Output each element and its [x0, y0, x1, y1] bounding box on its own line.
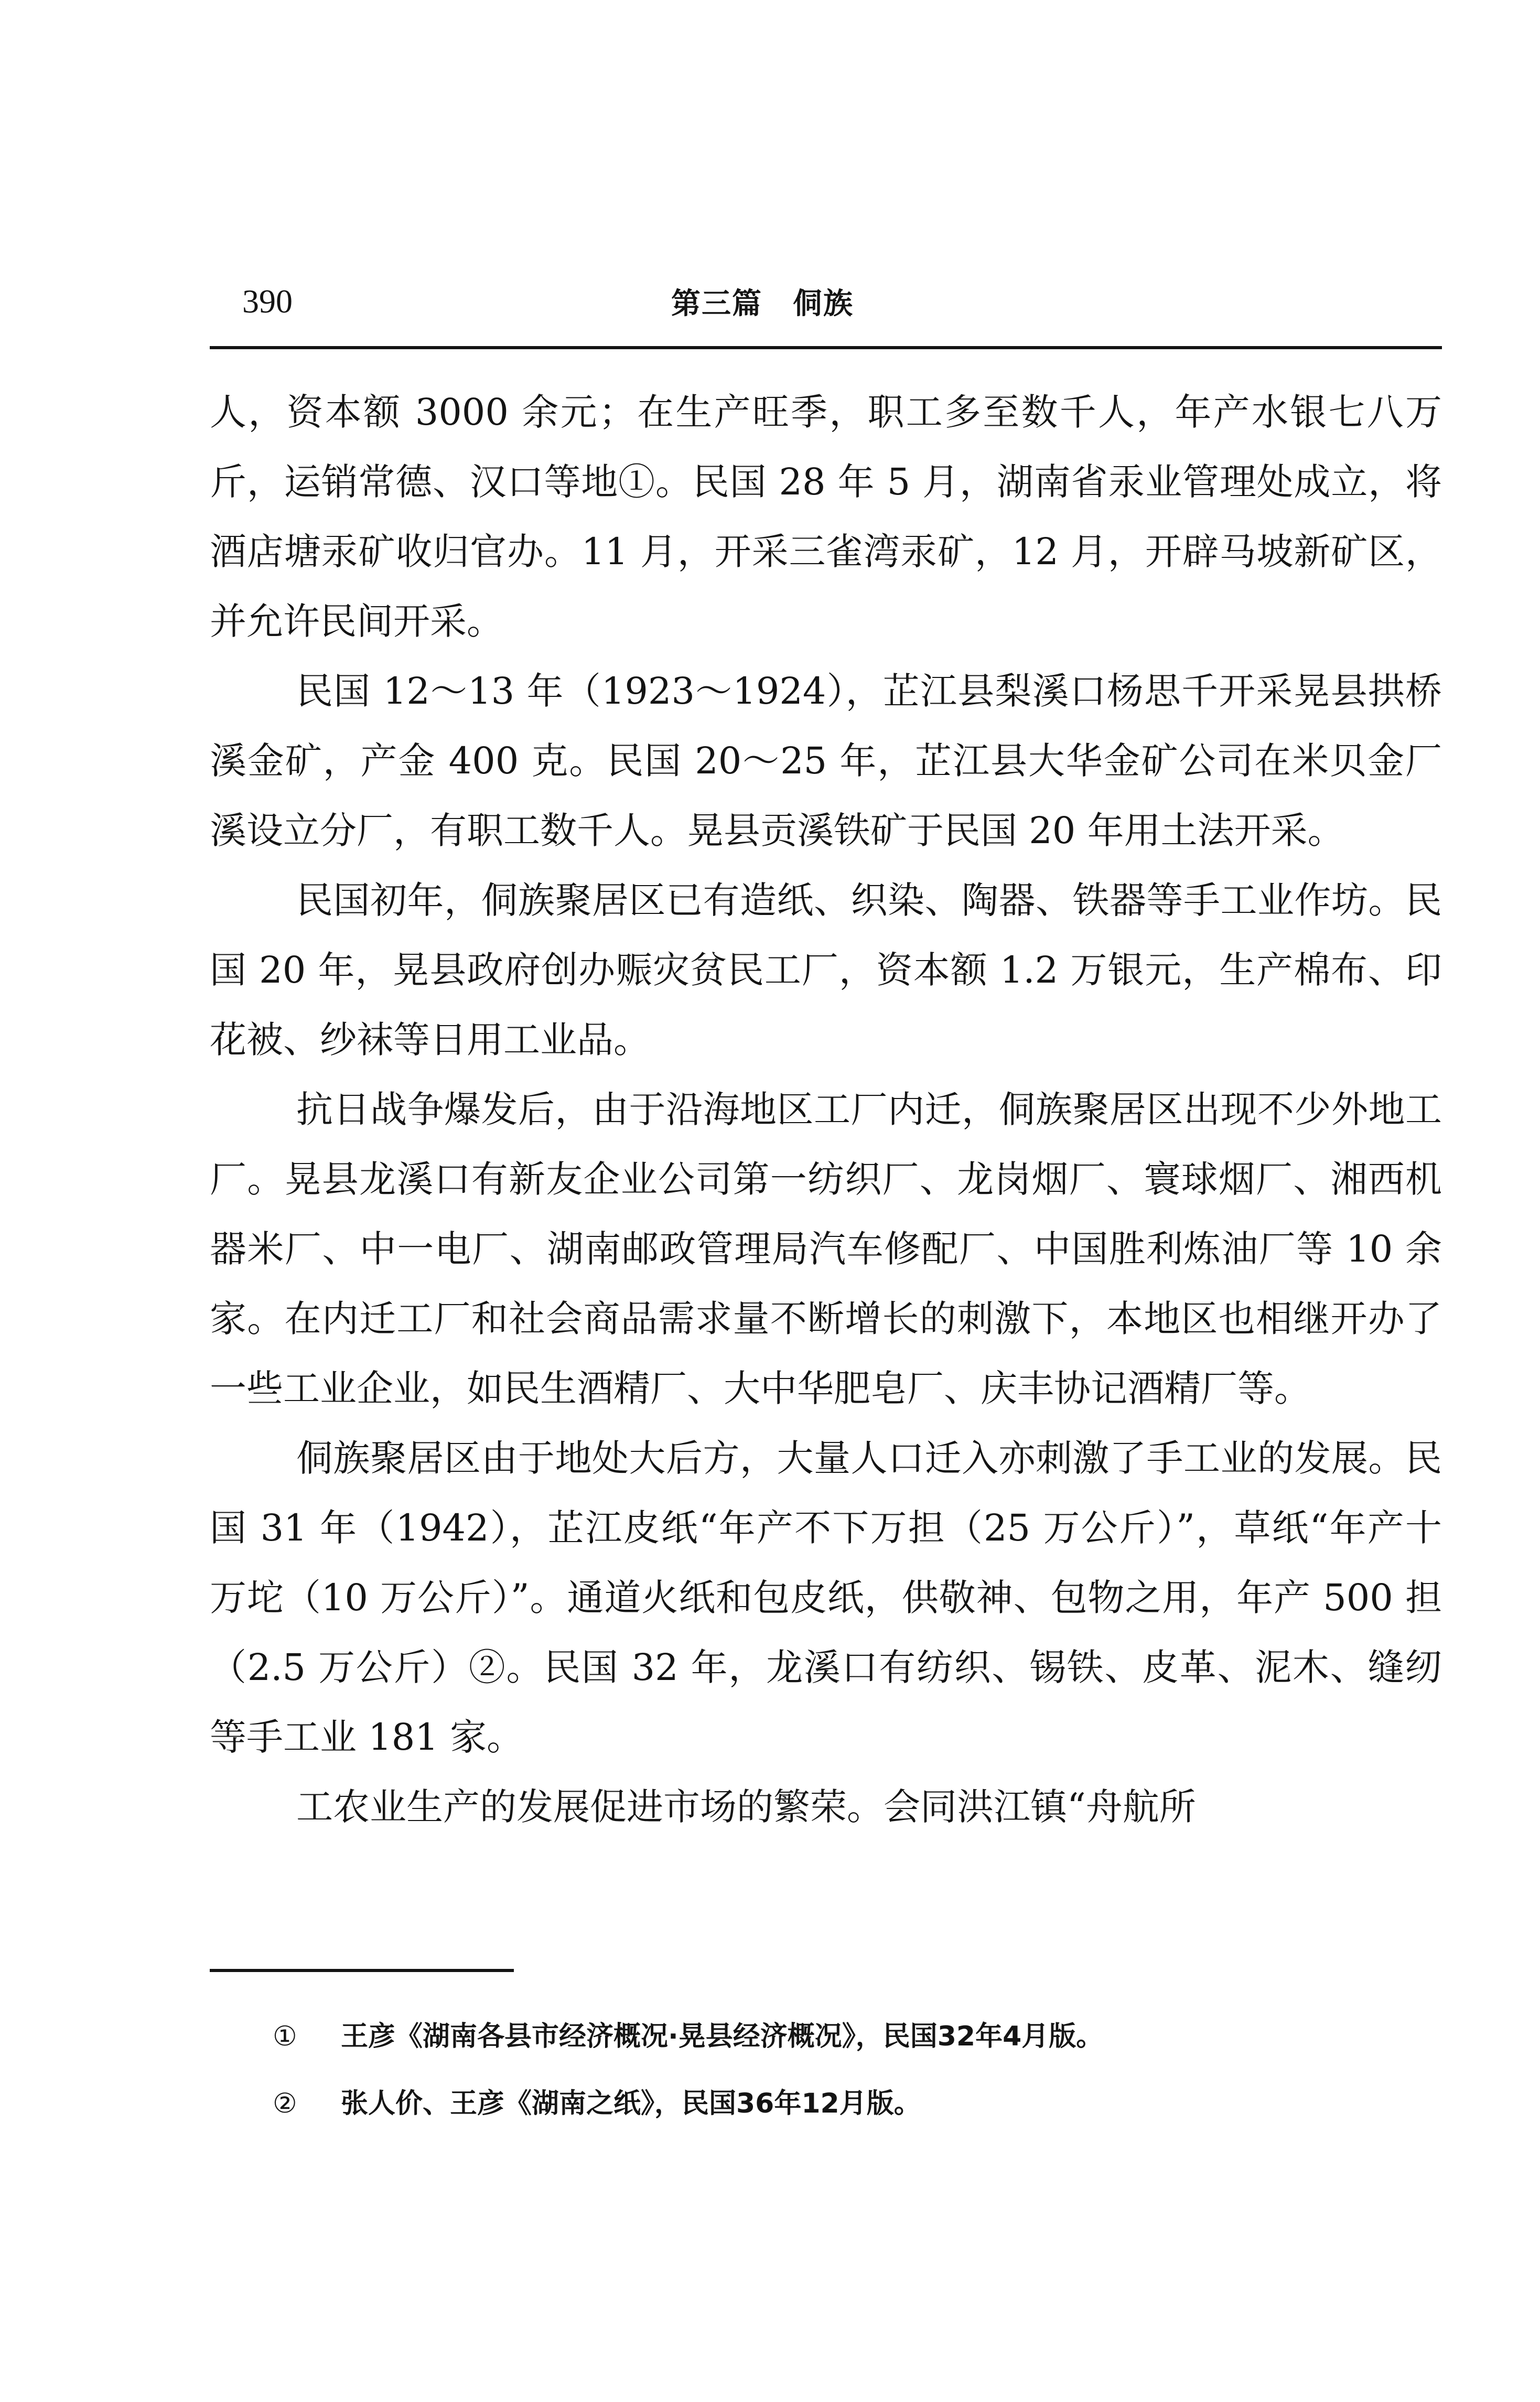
paragraph: 抗日战争爆发后，由于沿海地区工厂内迁，侗族聚居区出现不少外地工厂。晃县龙溪口有新友企业公司第一纺织厂、龙岗烟厂、寰球烟厂、湘西机器米厂、中一电厂、湖南邮政管理局汽车修配厂、中国胜利炼油厂等 10 余家。在内迁工厂和社会商品需求量不断增长的刺激下，本地区也相继开办了一些工业企业，如民生酒精厂、大中华肥皂厂、庆丰协记酒精厂等。	[210, 1088, 1442, 1410]
footnote-text: 张人价、王彦《湖南之纸》，民国36年12月版。	[341, 2088, 921, 2119]
footnote-text: 王彦《湖南各县市经济概况·晃县经济概况》，民国32年4月版。	[341, 2021, 1104, 2052]
footnote-1	[273, 2003, 1426, 2070]
page-number: 390	[242, 283, 293, 320]
footnote-marker: ②	[273, 2088, 297, 2119]
paragraph: 工农业生产的发展促进市场的繁荣。会同洪江镇“舟航所	[296, 1785, 1196, 1828]
paragraph: 民国 12～13 年（1923～1924），芷江县梨溪口杨思千开采晃县拱桥溪金矿，产金 400 克。民国 20～25 年，芷江县大华金矿公司在米贝金厂溪设立分厂，有职工数千人。晃县贡溪铁矿于民国 20 年用土法开采。	[210, 670, 1442, 852]
paragraph: 民国初年，侗族聚居区已有造纸、织染、陶器、铁器等手工业作坊。民国 20 年，晃县政府创办赈灾贫民工厂，资本额 1.2 万银元，生产棉布、印花被、纱袜等日用工业品。	[210, 879, 1442, 1061]
paragraph: 侗族聚居区由于地处大后方，大量人口迁入亦刺激了手工业的发展。民国 31 年（1942），芷江皮纸“年产不下万担（25 万公斤）”，草纸“年产十万坨（10 万公斤）”。通道火纸和包皮纸，供敬神、包物之用，年产 500 担（2.5 万公斤）②。民国 32 年，龙溪口有纺织、锡铁、皮革、泥木、缝纫等手工业 181 家。	[210, 1437, 1442, 1759]
body-text	[210, 378, 1442, 1842]
paragraph-continuation: 人，资本额 3000 余元；在生产旺季，职工多至数千人，年产水银七八万斤，运销常德、汉口等地①。民国 28 年 5 月，湖南省汞业管理处成立，将酒店塘汞矿收归官办。11 月，开采三雀湾汞矿，12 月，开辟马坡新矿区，并允许民间开采。	[210, 391, 1442, 643]
footnote-marker: ①	[273, 2021, 297, 2052]
footnote-rule	[210, 1969, 514, 1972]
footnotes	[273, 2003, 1426, 2137]
running-header-title: 第三篇 侗族	[671, 287, 854, 321]
header-rule	[210, 346, 1442, 349]
footnote-2	[273, 2070, 1426, 2137]
